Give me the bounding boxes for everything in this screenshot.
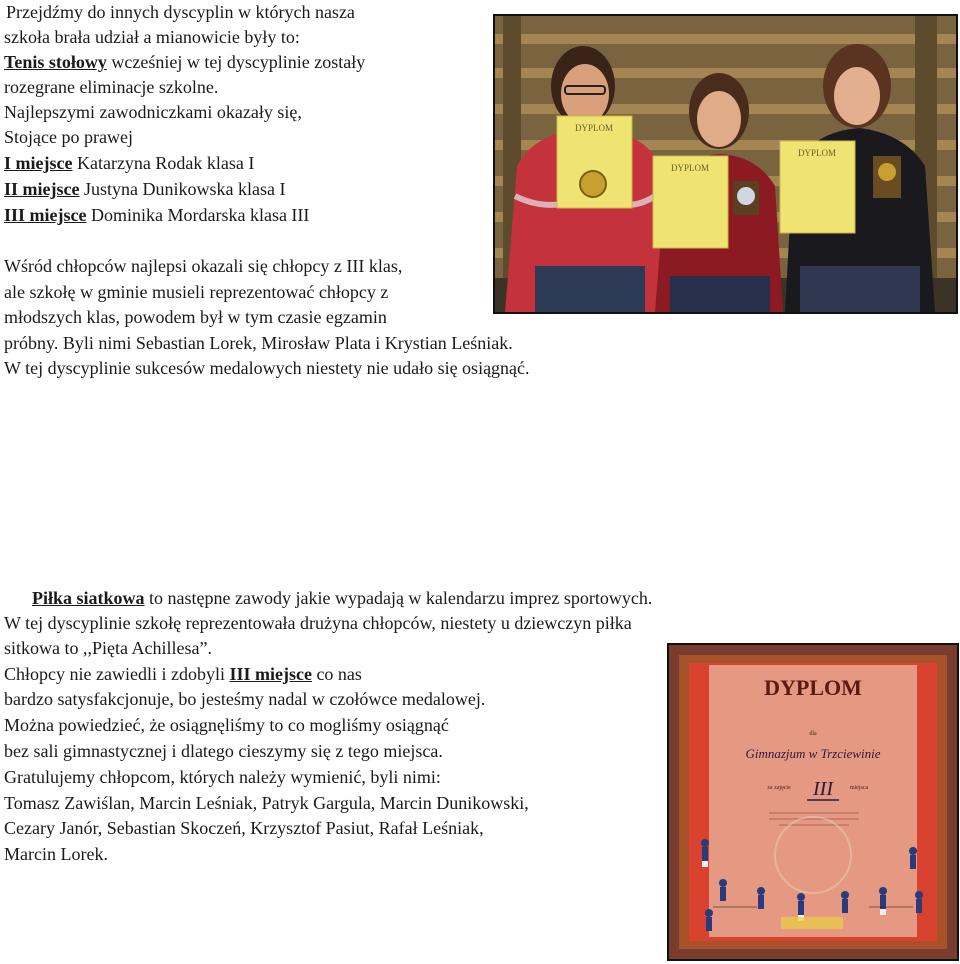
text-line: Wśród chłopców najlepsi okazali się chłopcy z III klas, bbox=[4, 256, 403, 276]
text-line: bez sali gimnastycznej i dlatego cieszymy się z tego miejsca. bbox=[4, 741, 443, 761]
diploma-place: III bbox=[813, 778, 833, 800]
text-line: próbny. Byli nimi Sebastian Lorek, Mirosław Plata i Krystian Leśniak. bbox=[4, 333, 513, 353]
discipline-name: Piłka siatkowa bbox=[32, 588, 145, 608]
text-line bbox=[4, 664, 362, 684]
text-line: Można powiedzieć, że osiągnęliśmy to co mogliśmy osiągnąć bbox=[4, 715, 449, 735]
diploma-illustration bbox=[669, 645, 957, 959]
text-line bbox=[4, 179, 285, 199]
text-fragment: to następne zawody jakie wypadają w kalendarzu imprez sportowych. bbox=[144, 588, 653, 608]
photo-illustration bbox=[495, 16, 956, 312]
discipline-name: Tenis stołowy bbox=[4, 52, 107, 72]
text-line: młodszych klas, powodem był w tym czasie egzamin bbox=[4, 307, 387, 327]
diploma-school: Gimnazjum w Trzciewinie bbox=[745, 746, 881, 761]
text-line bbox=[4, 588, 652, 608]
text-line: Stojące po prawej bbox=[4, 127, 133, 147]
text-line: Przejdźmy do innych dyscyplin w których nasza bbox=[6, 2, 355, 22]
diploma-title: DYPLOM bbox=[764, 675, 862, 700]
text-line: Najlepszymi zawodniczkami okazały się, bbox=[4, 102, 302, 122]
text-fragment: Justyna Dunikowska klasa I bbox=[79, 179, 286, 199]
diploma-stamp bbox=[781, 917, 843, 929]
svg-text:DYPLOM: DYPLOM bbox=[670, 163, 710, 173]
svg-text:DYPLOM: DYPLOM bbox=[797, 148, 837, 158]
place-label: III miejsce bbox=[4, 205, 87, 225]
text-line: Tomasz Zawiślan, Marcin Leśniak, Patryk Gargula, Marcin Dunikowski, bbox=[4, 793, 529, 813]
svg-text:za zajęcie: za zajęcie bbox=[767, 785, 791, 791]
place-label: III miejsce bbox=[229, 664, 312, 684]
text-line bbox=[4, 205, 309, 225]
text-fragment: co nas bbox=[311, 664, 362, 684]
text-fragment: Chłopcy nie zawiedli i zdobyli bbox=[4, 664, 230, 684]
text-line: ale szkołę w gminie musieli reprezentować chłopcy z bbox=[4, 282, 389, 302]
text-line: Cezary Janór, Sebastian Skoczeń, Krzysztof Pasiut, Rafał Leśniak, bbox=[4, 818, 484, 838]
text-fragment: wcześniej w tej dyscyplinie zostały bbox=[106, 52, 366, 72]
text-line: rozegrane eliminacje szkolne. bbox=[4, 77, 219, 97]
text-fragment: Dominika Mordarska klasa III bbox=[86, 205, 310, 225]
photo-volleyball-diploma bbox=[667, 643, 959, 961]
svg-text:DYPLOM: DYPLOM bbox=[574, 123, 614, 133]
text-line: bardzo satysfakcjonuje, bo jesteśmy nadal w czołówce medalowej. bbox=[4, 689, 486, 709]
text-line: szkoła brała udział a mianowicie były to: bbox=[4, 27, 300, 47]
text-line: W tej dyscyplinie sukcesów medalowych niestety nie udało się osiągnąć. bbox=[4, 358, 530, 378]
svg-text:dla: dla bbox=[809, 731, 817, 737]
text-fragment: Katarzyna Rodak klasa I bbox=[72, 153, 255, 173]
text-line: Marcin Lorek. bbox=[4, 844, 108, 864]
place-label: II miejsce bbox=[4, 179, 80, 199]
text-line bbox=[4, 153, 254, 173]
text-line bbox=[4, 52, 365, 72]
text-line: Gratulujemy chłopcom, których należy wymienić, byli nimi: bbox=[4, 767, 441, 787]
place-label: I miejsce bbox=[4, 153, 73, 173]
text-line: sitkowa to ,,Pięta Achillesa”. bbox=[4, 638, 212, 658]
photo-girls-with-diplomas bbox=[493, 14, 958, 314]
svg-text:miejsca: miejsca bbox=[849, 785, 869, 791]
diploma-card bbox=[557, 116, 632, 208]
text-line: W tej dyscyplinie szkołę reprezentowała drużyna chłopców, niestety u dziewczyn piłka bbox=[4, 613, 632, 633]
